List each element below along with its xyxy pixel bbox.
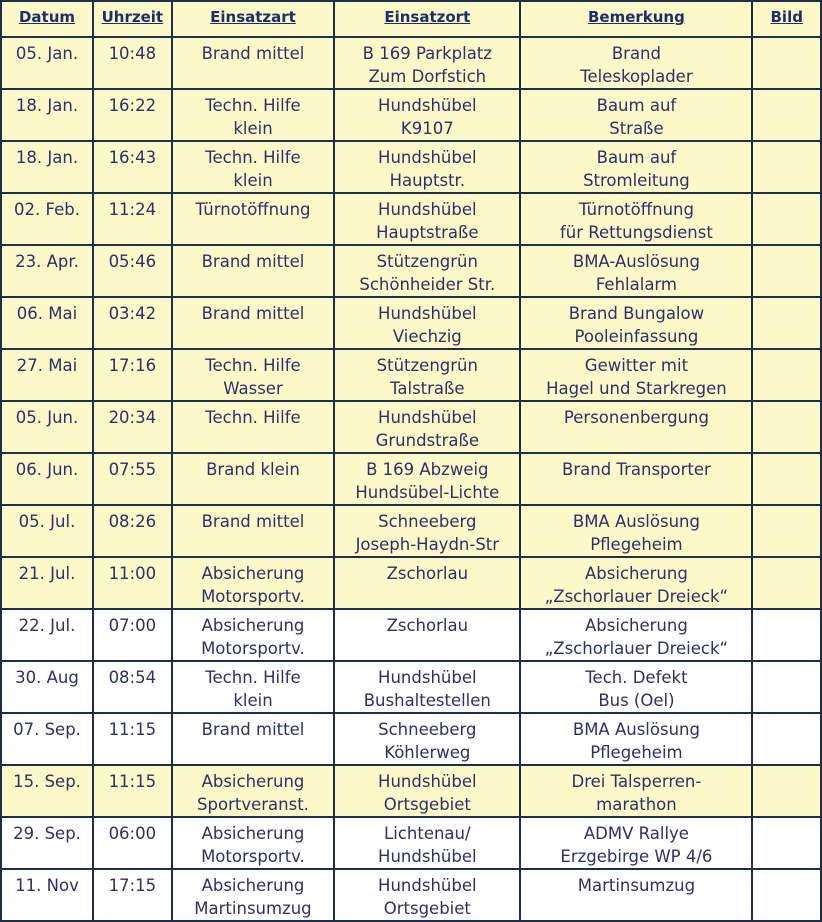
cell-uhrzeit [94,870,171,920]
cell-bemerkung-line-1: ADMV Rallye [583,824,689,843]
cell-uhrzeit [94,506,171,556]
cell-bemerkung-line-1: Baum auf [596,148,677,167]
cell-bemerkung [521,558,751,608]
cell-einsatzort [335,818,519,868]
cell-einsatzort [335,38,519,88]
cell-einsatzort-line-1: Hundshübel [378,772,477,791]
cell-einsatzart-line-1: Techn. Hilfe [205,148,301,167]
cell-bemerkung [521,610,751,660]
cell-bemerkung [521,818,751,868]
cell-einsatzart-line-2: Motorsportv. [201,847,305,866]
cell-einsatzort-line-1: Hundshübel [378,96,477,115]
cell-einsatzort-line-2: Ortsgebiet [383,795,471,814]
cell-einsatzart [173,454,334,504]
table-row [2,194,820,244]
cell-einsatzart [173,246,334,296]
cell-einsatzart-line-1: Brand mittel [201,720,305,739]
cell-einsatzort-line-2: Joseph-Haydn-Str [355,535,500,554]
cell-einsatzort-line-1: Zschorlau [386,616,469,635]
cell-uhrzeit [94,298,171,348]
table-row [2,662,820,712]
cell-datum-line-1: 11. Nov [15,876,79,895]
cell-bemerkung-line-1: Martinsumzug [577,876,696,895]
cell-einsatzart-line-1: Techn. Hilfe [205,408,301,427]
cell-uhrzeit-line-1: 17:15 [108,876,157,895]
cell-einsatzort [335,350,519,400]
cell-bemerkung-line-2: Teleskoplader [580,67,693,86]
cell-einsatzart-line-1: Brand klein [206,460,300,479]
cell-einsatzart [173,818,334,868]
cell-einsatzart-line-2: Wasser [223,379,283,398]
table-header-row [2,2,820,36]
cell-datum [2,766,92,816]
cell-bemerkung-line-2: Hagel und Starkregen [546,379,727,398]
cell-einsatzort [335,714,519,764]
cell-uhrzeit-line-1: 07:55 [108,460,157,479]
cell-bemerkung-line-1: Brand [611,44,661,63]
cell-einsatzort-line-2: Bushaltestellen [363,691,491,710]
cell-datum [2,818,92,868]
cell-einsatzart [173,870,334,920]
cell-einsatzort [335,142,519,192]
table-row [2,506,820,556]
cell-bemerkung-line-1: Baum auf [596,96,677,115]
cell-datum [2,870,92,920]
cell-uhrzeit-line-1: 06:00 [108,824,157,843]
cell-datum [2,194,92,244]
cell-datum [2,610,92,660]
cell-bemerkung-line-2: marathon [596,795,677,814]
cell-uhrzeit [94,558,171,608]
table-row [2,818,820,868]
cell-datum [2,402,92,452]
cell-bemerkung-line-1: Tech. Defekt [585,668,688,687]
cell-uhrzeit [94,90,171,140]
cell-einsatzart-line-1: Techn. Hilfe [205,668,301,687]
header-einsatzort[interactable]: Einsatzort [335,2,519,36]
cell-bemerkung-line-2: „Zschorlauer Dreieck“ [544,587,729,606]
cell-uhrzeit-line-1: 11:15 [108,772,157,791]
cell-bemerkung-line-1: Drei Talsperren- [571,772,702,791]
table-row [2,714,820,764]
cell-einsatzort-line-1: Hundshübel [378,200,477,219]
cell-bemerkung-line-1: Absicherung [585,564,688,583]
table-row [2,870,820,920]
header-datum[interactable]: Datum [2,2,92,36]
cell-datum [2,714,92,764]
cell-uhrzeit-line-1: 10:48 [108,44,157,63]
table-row [2,246,820,296]
cell-einsatzort-line-1: Stützengrün [376,356,478,375]
cell-einsatzort-line-2: Zum Dorfstich [368,67,487,86]
cell-datum [2,38,92,88]
cell-uhrzeit-line-1: 11:24 [108,200,157,219]
cell-datum [2,350,92,400]
cell-bemerkung [521,714,751,764]
cell-bemerkung-line-2: Fehlalarm [595,275,677,294]
cell-datum-line-1: 30. Aug [15,668,79,687]
cell-einsatzort [335,194,519,244]
cell-bemerkung [521,90,751,140]
cell-datum [2,454,92,504]
cell-bemerkung-line-2: Pooleinfassung [574,327,699,346]
cell-einsatzart [173,766,334,816]
table-row [2,558,820,608]
cell-einsatzart-line-1: Techn. Hilfe [205,356,301,375]
cell-einsatzart [173,350,334,400]
cell-datum-line-1: 29. Sep. [13,824,81,843]
cell-einsatzart [173,142,334,192]
cell-bild [753,766,820,816]
cell-datum [2,662,92,712]
cell-bild [753,90,820,140]
cell-einsatzort [335,90,519,140]
cell-datum-line-1: 22. Jul. [18,616,76,635]
cell-einsatzart-line-2: Martinsumzug [194,899,312,918]
cell-einsatzart [173,90,334,140]
cell-datum-line-1: 15. Sep. [13,772,81,791]
cell-uhrzeit [94,350,171,400]
cell-bemerkung [521,506,751,556]
cell-uhrzeit-line-1: 16:22 [108,96,157,115]
cell-einsatzart-line-1: Brand mittel [201,304,305,323]
cell-einsatzart-line-2: Motorsportv. [201,639,305,658]
cell-einsatzart-line-1: Techn. Hilfe [205,96,301,115]
cell-datum-line-1: 07. Sep. [13,720,81,739]
cell-bild [753,142,820,192]
cell-bemerkung-line-2: für Rettungsdienst [560,223,713,242]
cell-bild [753,662,820,712]
cell-bild [753,870,820,920]
table-row [2,454,820,504]
cell-bemerkung-line-1: Personenbergung [563,408,709,427]
cell-uhrzeit-line-1: 07:00 [108,616,157,635]
cell-bild [753,350,820,400]
cell-einsatzart-line-1: Brand mittel [201,252,305,271]
cell-bemerkung-line-2: Erzgebirge WP 4/6 [560,847,713,866]
table-row [2,38,820,88]
cell-einsatzort [335,766,519,816]
cell-einsatzart-line-2: klein [233,691,273,710]
cell-bemerkung-line-2: „Zschorlauer Dreieck“ [544,639,729,658]
cell-uhrzeit [94,766,171,816]
cell-datum-line-1: 02. Feb. [14,200,80,219]
cell-datum [2,142,92,192]
cell-einsatzort-line-1: Zschorlau [386,564,469,583]
header-einsatzart[interactable]: Einsatzart [173,2,334,36]
cell-einsatzart-line-1: Absicherung [201,824,305,843]
cell-einsatzort-line-2: Viechzig [392,327,462,346]
cell-einsatzart [173,402,334,452]
cell-uhrzeit-line-1: 11:15 [108,720,157,739]
cell-uhrzeit-line-1: 08:54 [108,668,157,687]
cell-uhrzeit-line-1: 17:16 [108,356,157,375]
cell-einsatzort-line-1: B 169 Abzweig [366,460,489,479]
cell-einsatzort-line-2: Ortsgebiet [383,899,471,918]
cell-einsatzart [173,662,334,712]
cell-bemerkung-line-2: Stromleitung [583,171,690,190]
cell-bemerkung [521,194,751,244]
cell-einsatzort-line-1: Schneeberg [378,720,477,739]
cell-datum-line-1: 06. Mai [16,304,78,323]
table-row [2,90,820,140]
cell-bemerkung-line-1: Gewitter mit [584,356,689,375]
cell-bild [753,610,820,660]
cell-einsatzart-line-1: Türnotöffnung [195,200,311,219]
cell-bemerkung-line-1: Brand Bungalow [568,304,705,323]
cell-bemerkung-line-2: Pflegeheim [590,535,683,554]
cell-einsatzort-line-2: Schönheider Str. [359,275,496,294]
cell-einsatzart [173,506,334,556]
table-row [2,766,820,816]
cell-einsatzort [335,454,519,504]
cell-einsatzart-line-2: klein [233,171,273,190]
cell-uhrzeit [94,142,171,192]
header-bild[interactable]: Bild [753,2,820,36]
cell-uhrzeit-line-1: 08:26 [108,512,157,531]
cell-uhrzeit-line-1: 05:46 [108,252,157,271]
cell-bemerkung [521,402,751,452]
cell-uhrzeit [94,454,171,504]
header-uhrzeit[interactable]: Uhrzeit [94,2,171,36]
cell-bild [753,38,820,88]
cell-bemerkung-line-1: Brand Transporter [562,460,711,479]
cell-datum [2,90,92,140]
cell-bemerkung [521,246,751,296]
cell-bemerkung [521,350,751,400]
cell-einsatzort [335,246,519,296]
cell-einsatzart [173,558,334,608]
cell-einsatzort-line-1: Schneeberg [378,512,477,531]
cell-bemerkung [521,870,751,920]
cell-einsatzart-line-1: Absicherung [201,876,305,895]
cell-bild [753,454,820,504]
cell-bemerkung-line-1: BMA Auslösung [572,720,700,739]
cell-einsatzart-line-2: Motorsportv. [201,587,305,606]
cell-bemerkung-line-2: Straße [609,119,664,138]
cell-einsatzart [173,714,334,764]
cell-einsatzart-line-1: Brand mittel [201,44,305,63]
cell-einsatzort [335,506,519,556]
cell-einsatzart-line-1: Absicherung [201,564,305,583]
cell-bemerkung [521,142,751,192]
cell-einsatzort [335,610,519,660]
cell-bild [753,298,820,348]
table-row [2,142,820,192]
cell-einsatzart [173,38,334,88]
cell-einsatzort-line-1: Hundshübel [378,148,477,167]
cell-einsatzort-line-1: Hundshübel [378,668,477,687]
cell-einsatzort-line-1: Hundshübel [378,408,477,427]
cell-bemerkung [521,766,751,816]
cell-uhrzeit [94,194,171,244]
cell-uhrzeit [94,662,171,712]
cell-einsatzart [173,194,334,244]
cell-bild [753,558,820,608]
cell-einsatzort-line-1: Hundshübel [378,304,477,323]
cell-einsatzart-line-2: Sportveranst. [197,795,309,814]
cell-datum [2,506,92,556]
cell-bild [753,506,820,556]
cell-bild [753,194,820,244]
table-row [2,350,820,400]
cell-uhrzeit [94,818,171,868]
cell-bemerkung [521,38,751,88]
cell-einsatzort [335,402,519,452]
cell-datum-line-1: 05. Jul. [18,512,76,531]
cell-uhrzeit [94,402,171,452]
cell-bemerkung-line-2: Bus (Oel) [598,691,675,710]
cell-einsatzort-line-2: Hundshübel [378,847,477,866]
cell-datum [2,298,92,348]
cell-bemerkung-line-2: Pflegeheim [590,743,683,762]
cell-uhrzeit [94,246,171,296]
table-row [2,402,820,452]
cell-datum-line-1: 05. Jun. [15,408,79,427]
cell-uhrzeit [94,38,171,88]
cell-einsatzart-line-1: Absicherung [201,616,305,635]
cell-einsatzart [173,298,334,348]
cell-bemerkung-line-1: Türnotöffnung [578,200,694,219]
cell-einsatzort-line-1: Stützengrün [376,252,478,271]
cell-datum-line-1: 18. Jan. [15,148,79,167]
cell-einsatzort-line-2: Hauptstraße [376,223,479,242]
cell-einsatzart [173,610,334,660]
cell-bild [753,714,820,764]
cell-bemerkung [521,298,751,348]
cell-einsatzart-line-2: klein [233,119,273,138]
cell-datum-line-1: 18. Jan. [15,96,79,115]
cell-einsatzort-line-1: Lichtenau/ [384,824,471,843]
cell-uhrzeit [94,610,171,660]
cell-datum-line-1: 23. Apr. [15,252,79,271]
cell-einsatzort [335,870,519,920]
cell-datum-line-1: 21. Jul. [18,564,76,583]
cell-uhrzeit-line-1: 03:42 [108,304,157,323]
cell-uhrzeit-line-1: 16:43 [108,148,157,167]
cell-einsatzort-line-2: Hauptstr. [389,171,466,190]
cell-bemerkung-line-1: Absicherung [585,616,688,635]
cell-datum [2,558,92,608]
cell-bild [753,402,820,452]
cell-einsatzort-line-2: Köhlerweg [384,743,471,762]
cell-uhrzeit-line-1: 11:00 [108,564,157,583]
cell-einsatzart-line-1: Brand mittel [201,512,305,531]
cell-einsatzort-line-2: K9107 [400,119,454,138]
cell-einsatzort [335,662,519,712]
cell-einsatzort-line-2: Hundsübel-Lichte [355,483,500,502]
cell-bemerkung [521,662,751,712]
cell-datum [2,246,92,296]
cell-uhrzeit-line-1: 20:34 [108,408,157,427]
table-row [2,610,820,660]
cell-bemerkung [521,454,751,504]
cell-einsatzort [335,298,519,348]
cell-einsatzort-line-1: Hundshübel [378,876,477,895]
cell-einsatzort-line-2: Grundstraße [375,431,480,450]
cell-datum-line-1: 06. Jun. [15,460,79,479]
cell-bemerkung-line-1: BMA-Auslösung [572,252,700,271]
cell-uhrzeit [94,714,171,764]
cell-einsatzort-line-1: B 169 Parkplatz [362,44,492,63]
cell-datum-line-1: 27. Mai [16,356,78,375]
header-bemerkung[interactable]: Bemerkung [521,2,751,36]
cell-datum-line-1: 05. Jan. [15,44,79,63]
table-row [2,298,820,348]
cell-bild [753,818,820,868]
cell-einsatzort [335,558,519,608]
cell-bemerkung-line-1: BMA Auslösung [572,512,700,531]
cell-bild [753,246,820,296]
cell-einsatzart-line-1: Absicherung [201,772,305,791]
cell-einsatzort-line-2: Talstraße [390,379,465,398]
